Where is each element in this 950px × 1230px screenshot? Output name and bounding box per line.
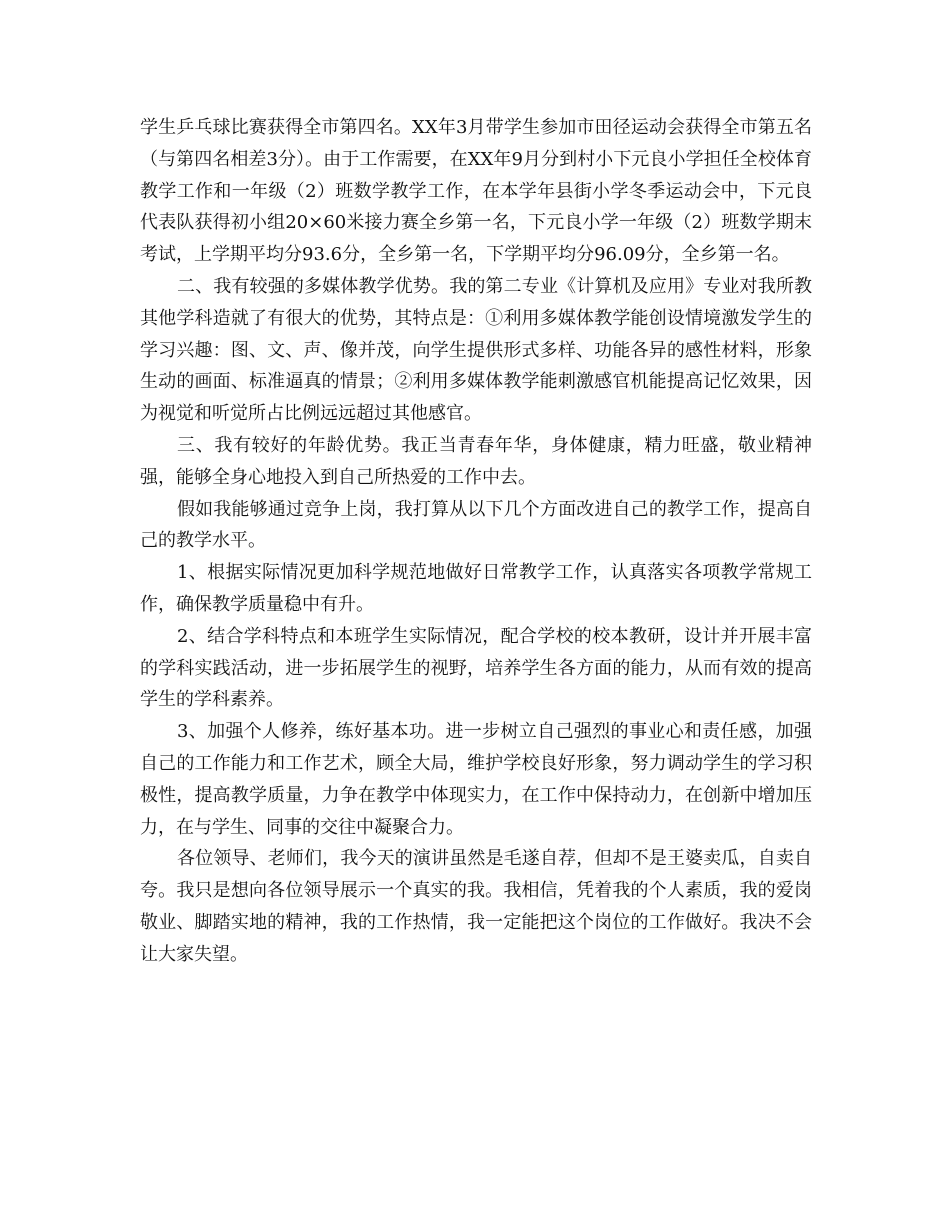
paragraph-continuation: 学生乒乓球比赛获得全市第四名。XX年3月带学生参加市田径运动会获得全市第五名（与第四名相差3分）。由于工作需要，在XX年9月分到村小下元良小学担任全校体育教学工作和一年级（2）班数学教学工作，在本学年县街小学冬季运动会中，下元良代表队获得初小组20×60米接力赛全乡第一名，下元良小学一年级（2）班数学期末考试，上学期平均分93.6分，全乡第一名，下学期平均分96.09分，全乡第一名。 — [140, 117, 812, 266]
paragraph-plan-item-3: 3、加强个人修养，练好基本功。进一步树立自己强烈的事业心和责任感，加强自己的工作能力和工作艺术，顾全大局，维护学校良好形象，努力调动学生的学习积极性，提高教学质量，力争在教学中体现实力，在工作中保持动力，在创新中增加压力，在与学生、同事的交往中凝聚合力。 — [140, 721, 812, 838]
paragraph-multimedia-advantage: 二、我有较强的多媒体教学优势。我的第二专业《计算机及应用》专业对我所教其他学科造就了有很大的优势，其特点是：①利用多媒体教学能创设情境激发学生的学习兴趣：图、文、声、像并茂，向学生提供形式多样、功能各异的感性材料，形象生动的画面、标准逼真的情景；②利用多媒体教学能刺激感官机能提高记忆效果，因为视觉和听觉所占比例远远超过其他感官。 — [140, 275, 812, 425]
paragraph-closing: 各位领导、老师们，我今天的演讲虽然是毛遂自荐，但却不是王婆卖瓜，自卖自夸。我只是想向各位领导展示一个真实的我。我相信，凭着我的个人素质，我的爱岗敬业、脚踏实地的精神，我的工作热情，我一定能把这个岗位的工作做好。我决不会让大家失望。 — [140, 848, 812, 965]
paragraph-age-advantage: 三、我有较好的年龄优势。我正当青春年华，身体健康，精力旺盛，敬业精神强，能够全身心地投入到自己所热爱的工作中去。 — [140, 434, 812, 488]
document-body — [140, 112, 812, 971]
paragraph-plan-item-2: 2、结合学科特点和本班学生实际情况，配合学校的校本教研，设计并开展丰富的学科实践活动，进一步拓展学生的视野，培养学生各方面的能力，从而有效的提高学生的学科素养。 — [140, 625, 812, 711]
paragraph-plan-intro: 假如我能够通过竞争上岗，我打算从以下几个方面改进自己的教学工作，提高自己的教学水平。 — [140, 498, 812, 552]
paragraph-plan-item-1: 1、根据实际情况更加科学规范地做好日常教学工作，认真落实各项教学常规工作，确保教学质量稳中有升。 — [140, 562, 812, 615]
